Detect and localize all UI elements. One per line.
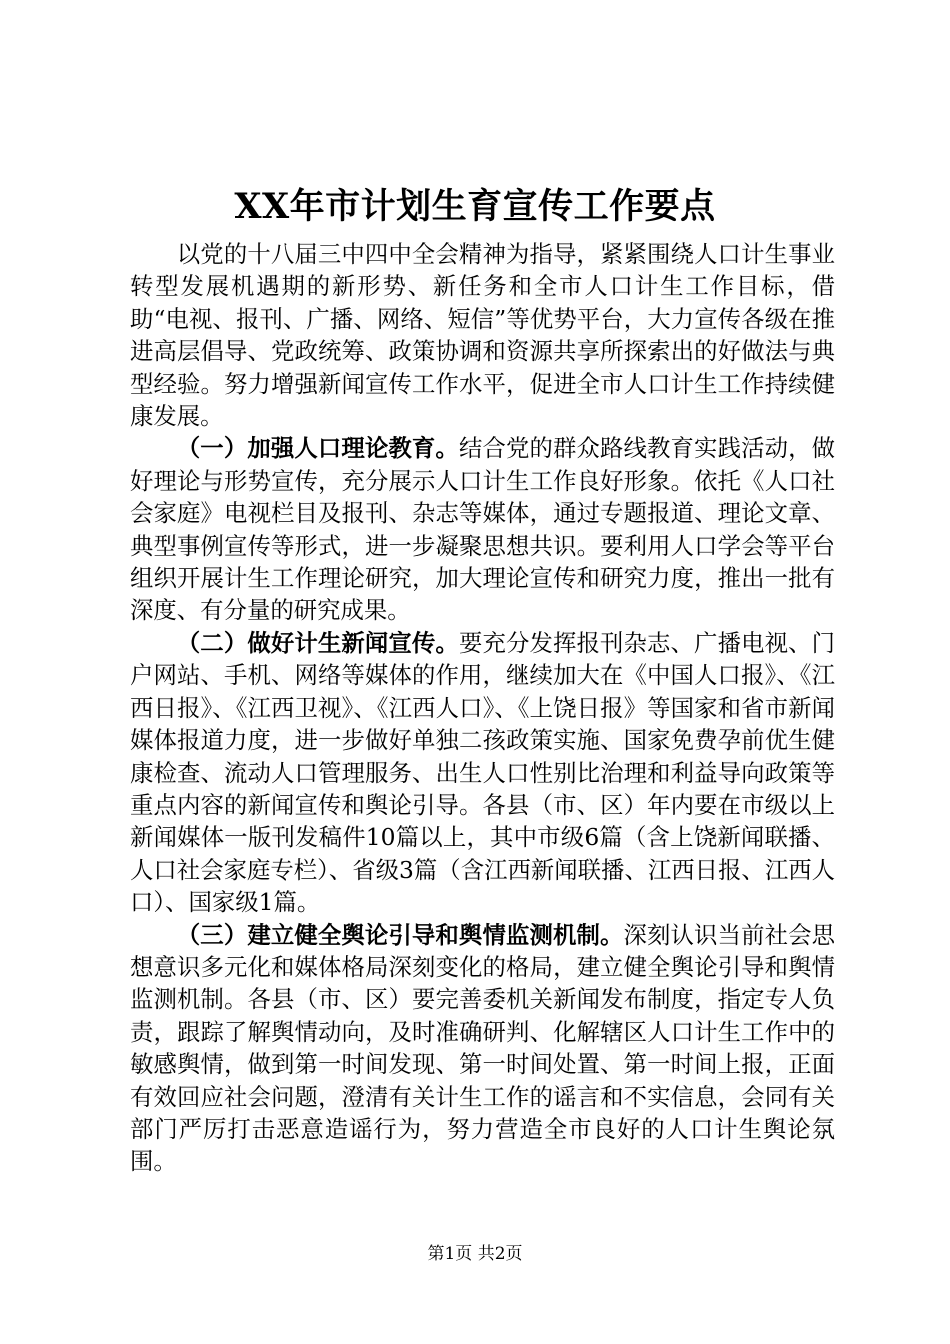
intro-paragraph: 以党的十八届三中四中全会精神为指导，紧紧围绕人口计生事业转型发展机遇期的新形势、新任务和全市人口计生工作目标，借助“电视、报刊、广播、网络、短信”等优势平台，大力宣传各级在推进高层倡导、党政统筹、政策协调和资源共享所探索出的好做法与典型经验。努力增强新闻宣传工作水平，促进全市人口计生工作持续健康发展。	[130, 240, 835, 431]
section-2-heading: （二）做好计生新闻宣传。	[176, 628, 459, 657]
section-3-paragraph	[130, 919, 835, 1178]
document-title: XX年市计划生育宣传工作要点	[234, 186, 716, 227]
page-number-footer: 第1页 共2页	[427, 1244, 523, 1264]
document-body	[130, 238, 835, 1178]
section-2-text: 要充分发挥报刊杂志、广播电视、门户网站、手机、网络等媒体的作用，继续加大在《中国人口报》、《江西日报》、《江西卫视》、《江西人口》、《上饶日报》等国家和省市新闻媒体报道力度，进一步做好单独二孩政策实施、国家免费孕前优生健康检查、流动人口管理服务、出生人口性别比治理和利益导向政策等重点内容的新闻宣传和舆论引导。各县（市、区）年内要在市级以上新闻媒体一版刊发稿件10篇以上，其中市级6篇（含上饶新闻联播、人口社会家庭专栏）、省级3篇（含江西新闻联播、江西日报、江西人口）、国家级1篇。	[130, 628, 836, 917]
section-1-paragraph	[130, 432, 835, 626]
section-2-paragraph	[130, 627, 835, 919]
section-3-text: 深刻认识当前社会思想意识多元化和媒体格局深刻变化的格局，建立健全舆论引导和舆情监测机制。各县（市、区）要完善委机关新闻发布制度，指定专人负责，跟踪了解舆情动向，及时准确研判、化解辖区人口计生工作中的敏感舆情，做到第一时间发现、第一时间处置、第一时间上报，正面有效回应社会问题，澄清有关计生工作的谣言和不实信息，会同有关部门严厉打击恶意造谣行为，努力营造全市良好的人口计生舆论氛围。	[130, 920, 835, 1176]
section-1-heading: （一）加强人口理论教育。	[176, 434, 459, 463]
section-3-heading: （三）建立健全舆论引导和舆情监测机制。	[176, 920, 624, 949]
section-1-text: 结合党的群众路线教育实践活动，做好理论与形势宣传，充分展示人口计生工作良好形象。依托《人口社会家庭》电视栏目及报刊、杂志等媒体，通过专题报道、理论文章、典型事例宣传等形式，进一步凝聚思想共识。要利用人口学会等平台组织开展计生工作理论研究，加大理论宣传和研究力度，推出一批有深度、有分量的研究成果。	[130, 434, 836, 625]
